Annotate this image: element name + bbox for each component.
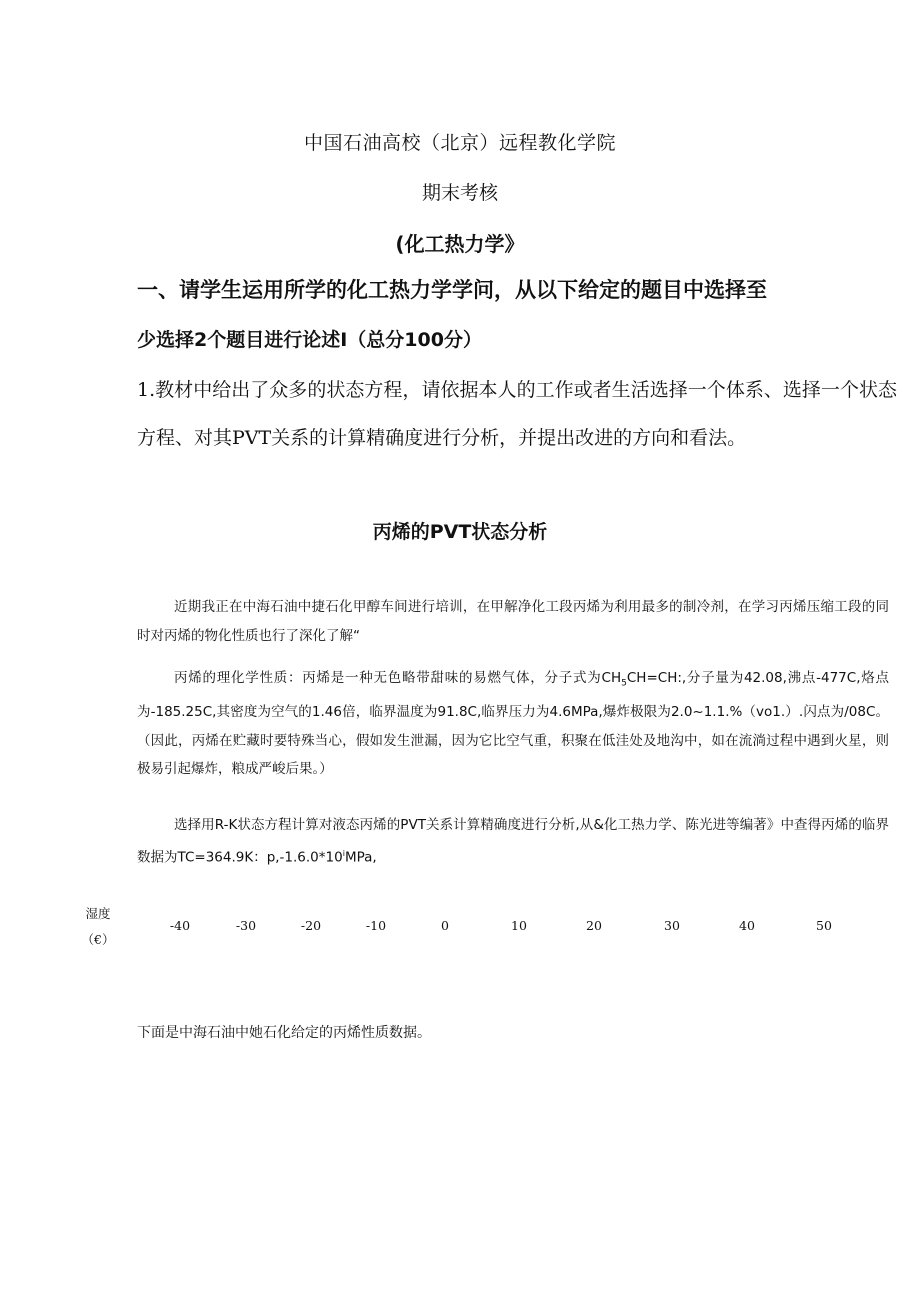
exam-title: 期末考核	[421, 182, 498, 204]
temperature-cell: -40	[169, 918, 191, 933]
temperature-cell: -20	[300, 918, 322, 933]
paragraph-properties	[137, 664, 889, 784]
school-title: 中国石油高校（北京）远程教化学院	[303, 132, 616, 154]
paragraph-intro: 近期我正在中海石油中捷石化甲醇车间进行培训，在甲解净化工段丙烯为利用最多的制冷剂，在学习丙烯压缩工段的同时对丙烯的物化性质也行了深化了解“	[137, 599, 889, 644]
rk-text-b: MPa,	[344, 849, 377, 865]
section-title: 丙烯的PVT状态分析	[372, 521, 548, 543]
temperature-cell: 40	[739, 918, 755, 933]
formula-subscript: 5	[621, 678, 627, 689]
properties-text-a: 丙烯的理化学性质：丙烯是一种无色略带甜味的易燃气体，分子式为CH	[174, 670, 622, 686]
exponent: i	[342, 848, 345, 858]
properties-text-b: CH=CH:,分子量为42.08,沸点-477C,烙点为-185.25C,其密度为空气的1.46倍，临界温度为91.8C,临界压力为4.6MPa,爆炸极限为2.0~1.1.%（vo1.）.闪点为/08C。（因此，丙烯在贮藏时要特殊当心，假如发生泄漏，因为它比空气重，积聚在低洼处及地沟中，如在流淌过程中遇到火星，则极易引起爆炸，粮成严峻后果。）	[137, 670, 889, 778]
rk-text-a: 选择用R-K状态方程计算对液态丙烯的PVT关系计算精确度进行分析,从&化工热力学、陈光进等编著》中查得丙烯的临界数据为TC=364.9K：p,-1.6.0*10	[137, 817, 889, 865]
temperature-cell: 0	[441, 918, 449, 933]
paragraph-rk-method	[137, 811, 889, 872]
temperature-cell: -30	[235, 918, 257, 933]
temperature-label-line2: （€）	[81, 932, 115, 947]
temperature-cell: 20	[586, 918, 602, 933]
question-1: 1.教材中给出了众多的状态方程，请依据本人的工作或者生活选择一个体系、选择一个状态方程、对其PVT关系的计算精确度进行分析，并提出改进的方向和看法。	[137, 379, 897, 449]
temperature-cell: 10	[511, 918, 527, 933]
question-intro-line2: 少选择2个题目进行论述I（总分100分）	[137, 329, 482, 351]
course-title: (化工热力学》	[395, 232, 525, 256]
footer-note: 下面是中海石油中她石化给定的丙烯性质数据。	[137, 1025, 431, 1041]
temperature-cell: 50	[816, 918, 832, 933]
temperature-row	[0, 918, 920, 938]
temperature-cell: 30	[664, 918, 680, 933]
temperature-label-line1: 湿度	[85, 906, 111, 921]
question-intro-line1: 一、请学生运用所学的化工热力学学问，从以下给定的题目中选择至	[137, 278, 767, 302]
temperature-cell: -10	[365, 918, 387, 933]
